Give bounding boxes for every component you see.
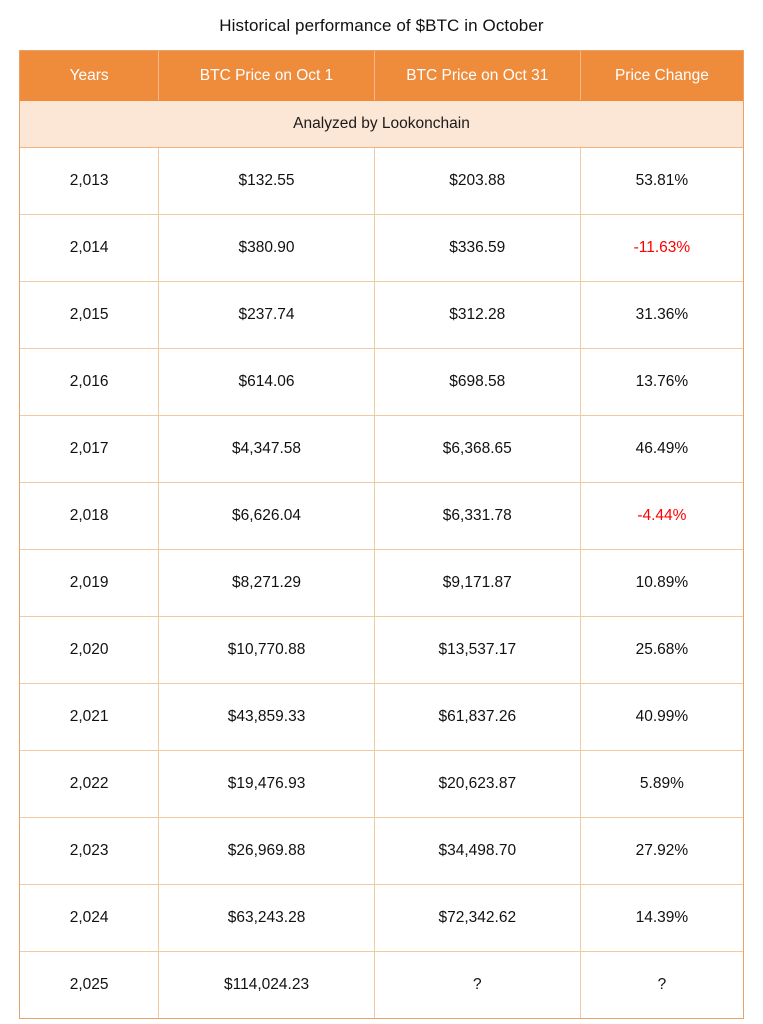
cell-year: 2,018 [20,483,159,550]
cell-year: 2,014 [20,215,159,282]
cell-open-price: $26,969.88 [159,818,374,885]
table-row [20,885,743,952]
table-header [20,51,743,101]
cell-open-price: $114,024.23 [159,952,374,1019]
cell-close-price: $6,368.65 [374,416,580,483]
table-row [20,952,743,1019]
cell-price-change: 5.89% [580,751,743,818]
cell-year: 2,017 [20,416,159,483]
cell-open-price: $380.90 [159,215,374,282]
cell-year: 2,020 [20,617,159,684]
attribution-row [20,101,743,148]
cell-close-price: $698.58 [374,349,580,416]
table-row [20,818,743,885]
cell-year: 2,019 [20,550,159,617]
cell-year: 2,013 [20,148,159,215]
cell-close-price: $312.28 [374,282,580,349]
table-row [20,282,743,349]
table-body [20,101,743,1019]
cell-close-price: $34,498.70 [374,818,580,885]
cell-close-price: ? [374,952,580,1019]
table-row [20,349,743,416]
cell-open-price: $237.74 [159,282,374,349]
cell-price-change: 14.39% [580,885,743,952]
cell-price-change: -11.63% [580,215,743,282]
cell-price-change: ? [580,952,743,1019]
cell-open-price: $43,859.33 [159,684,374,751]
cell-close-price: $203.88 [374,148,580,215]
cell-year: 2,025 [20,952,159,1019]
cell-year: 2,015 [20,282,159,349]
column-header-years: Years [20,51,159,101]
data-table [20,51,743,1018]
cell-price-change: 53.81% [580,148,743,215]
table-row [20,483,743,550]
cell-price-change: 31.36% [580,282,743,349]
cell-year: 2,024 [20,885,159,952]
btc-october-performance-table [19,50,744,1019]
header-row [20,51,743,101]
table-row [20,550,743,617]
cell-close-price: $9,171.87 [374,550,580,617]
cell-price-change: 10.89% [580,550,743,617]
table-row [20,617,743,684]
cell-year: 2,016 [20,349,159,416]
table-row [20,416,743,483]
cell-price-change: 27.92% [580,818,743,885]
page-title: Historical performance of $BTC in October [219,16,544,35]
cell-close-price: $72,342.62 [374,885,580,952]
cell-open-price: $19,476.93 [159,751,374,818]
cell-open-price: $63,243.28 [159,885,374,952]
table-row [20,215,743,282]
cell-open-price: $8,271.29 [159,550,374,617]
cell-open-price: $4,347.58 [159,416,374,483]
cell-close-price: $336.59 [374,215,580,282]
cell-open-price: $6,626.04 [159,483,374,550]
cell-close-price: $6,331.78 [374,483,580,550]
cell-open-price: $614.06 [159,349,374,416]
cell-close-price: $20,623.87 [374,751,580,818]
cell-price-change: 40.99% [580,684,743,751]
cell-year: 2,023 [20,818,159,885]
column-header-price-oct-1: BTC Price on Oct 1 [159,51,374,101]
cell-price-change: 13.76% [580,349,743,416]
cell-close-price: $13,537.17 [374,617,580,684]
column-header-price-oct-31: BTC Price on Oct 31 [374,51,580,101]
cell-open-price: $10,770.88 [159,617,374,684]
cell-price-change: 46.49% [580,416,743,483]
column-header-price-change: Price Change [580,51,743,101]
table-row [20,684,743,751]
table-row [20,148,743,215]
cell-price-change: 25.68% [580,617,743,684]
cell-year: 2,022 [20,751,159,818]
table-row [20,751,743,818]
cell-close-price: $61,837.26 [374,684,580,751]
cell-open-price: $132.55 [159,148,374,215]
cell-price-change: -4.44% [580,483,743,550]
cell-year: 2,021 [20,684,159,751]
attribution-label: Analyzed by Lookonchain [20,101,743,148]
